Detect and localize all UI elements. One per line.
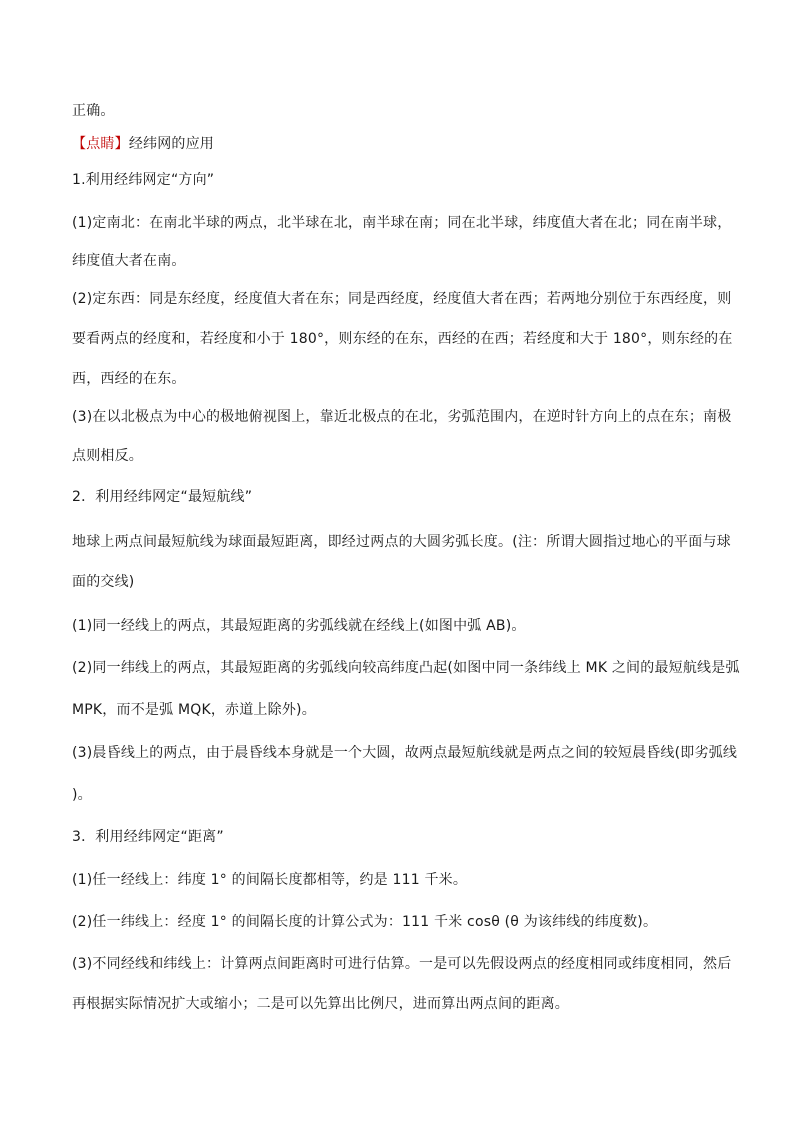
paragraph-line: 纬度值大者在南。 [72,253,186,269]
key-point-title: 经纬网的应用 [128,136,215,152]
text-line-correct: 正确。 [72,103,115,119]
paragraph-line: 西，西经的在东。 [72,371,186,387]
paragraph-line: (3)在以北极点为中心的极地俯视图上，靠近北极点的在北，劣弧范围内，在逆时针方向上的点在东；南极 [72,409,732,425]
paragraph-line: 点则相反。 [72,448,143,464]
paragraph-line: (2)任一纬线上：经度 1° 的间隔长度的计算公式为：111 千米 cosθ (θ 为该纬线的纬度数)。 [72,914,658,930]
key-point-tag: 【点睛】 [72,136,129,152]
paragraph-line: 要看两点的经度和，若经度和小于 180°，则东经的在东，西经的在西；若经度和大于 180°，则东经的在 [72,331,733,347]
paragraph-line: (2)定东西：同是东经度，经度值大者在东；同是西经度，经度值大者在西；若两地分别位于东西经度，则 [72,291,732,307]
paragraph-line: (1)定南北：在南北半球的两点，北半球在北，南半球在南；同在北半球，纬度值大者在北；同在南半球， [72,215,732,231]
paragraph-line: (1)同一经线上的两点，其最短距离的劣弧线就在经线上(如图中弧 AB)。 [72,618,526,634]
paragraph-line: (2)同一纬线上的两点，其最短距离的劣弧线向较高纬度凸起(如图中同一条纬线上 MK 之间的最短航线是弧 [72,660,740,676]
paragraph-line: 地球上两点间最短航线为球面最短距离，即经过两点的大圆劣弧长度。(注：所谓大圆指过地心的平面与球 [72,534,731,550]
section-heading-shortest-route: 2．利用经纬网定“最短航线” [72,489,253,505]
section-heading-direction: 1.利用经纬网定“方向” [72,172,215,188]
section-heading-distance: 3．利用经纬网定“距离” [72,829,224,845]
key-point-heading [72,134,732,154]
paragraph-line: (3)晨昏线上的两点，由于晨昏线本身就是一个大圆，故两点最短航线就是两点之间的较短晨昏线(即劣弧线 [72,745,738,761]
paragraph-line: MPK，而不是弧 MQK，赤道上除外)。 [72,702,316,718]
paragraph-line: 面的交线) [72,574,135,590]
paragraph-line: (1)任一经线上：纬度 1° 的间隔长度都相等，约是 111 千米。 [72,872,468,888]
paragraph-line: (3)不同经线和纬线上：计算两点间距离时可进行估算。一是可以先假设两点的经度相同或纬度相同，然后 [72,956,732,972]
paragraph-line: )。 [72,787,92,803]
paragraph-line: 再根据实际情况扩大或缩小；二是可以先算出比例尺，进而算出两点间的距离。 [72,996,569,1012]
